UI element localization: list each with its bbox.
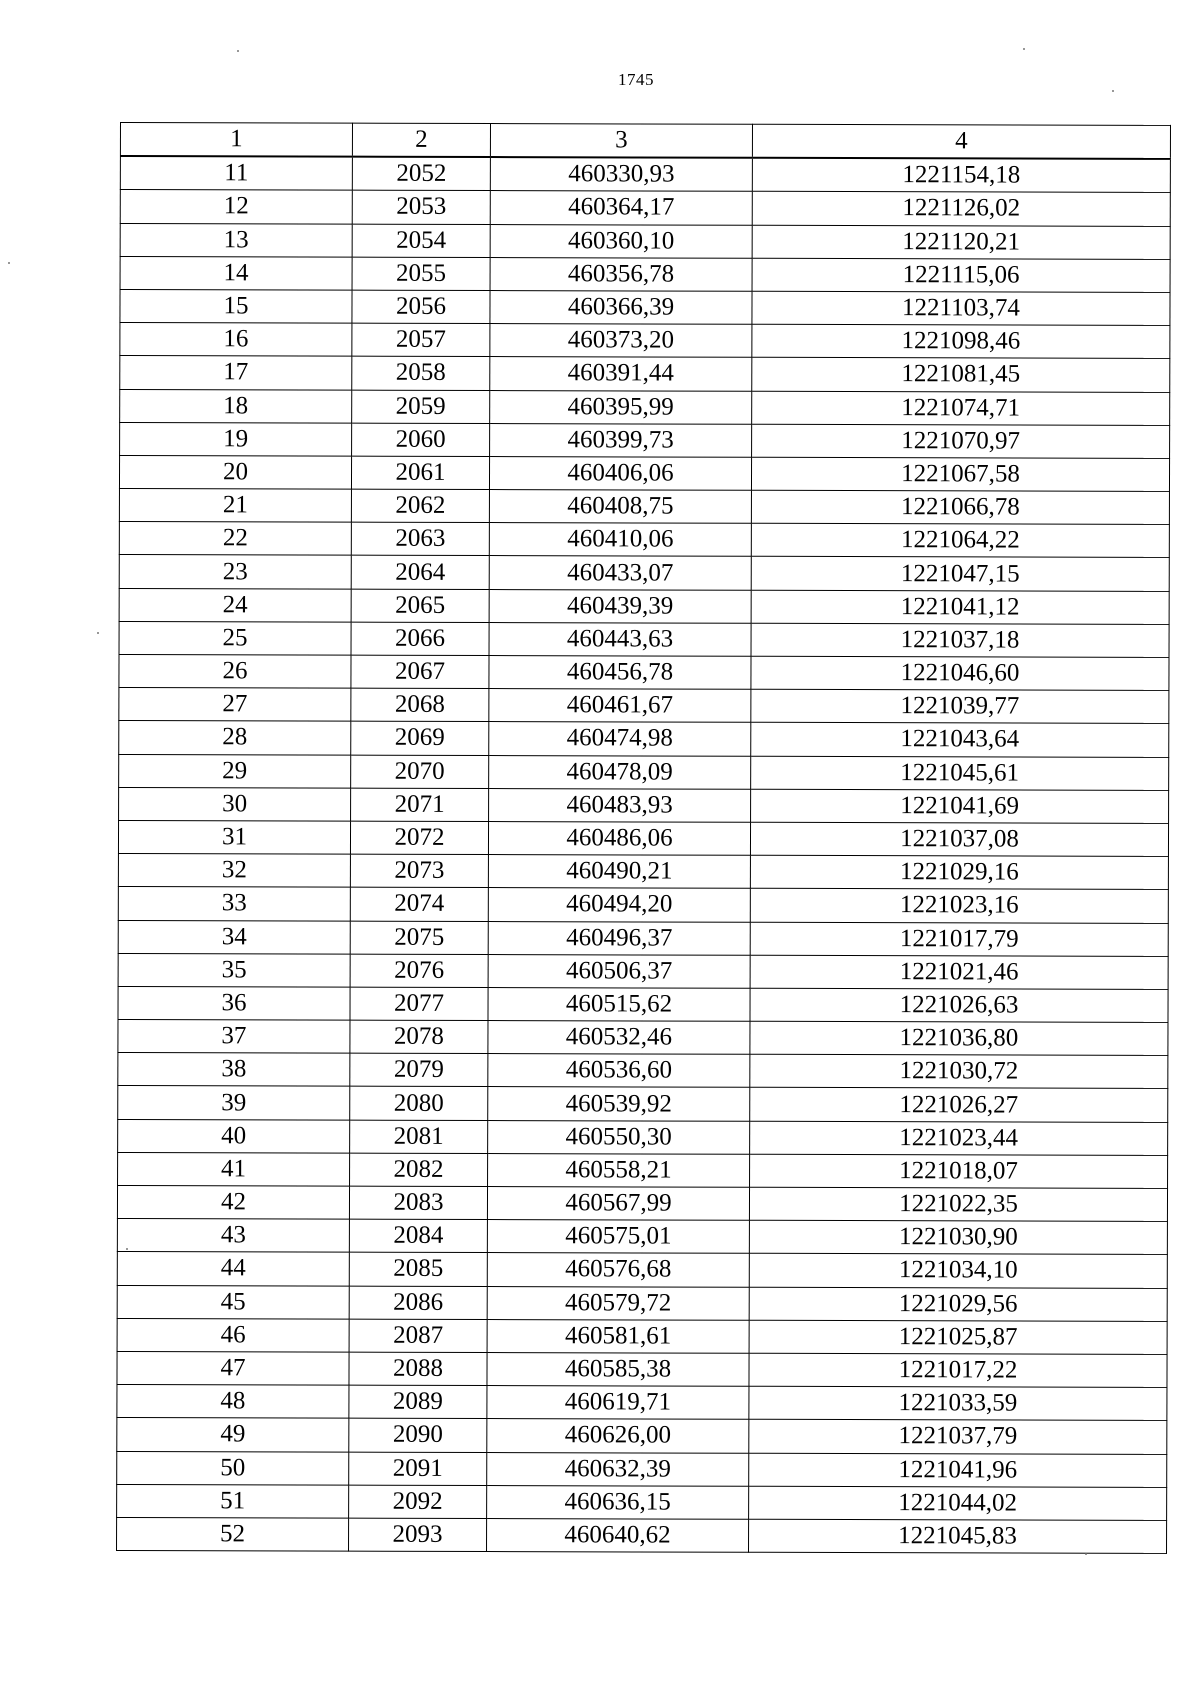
cell-col-4: 1221021,46: [750, 955, 1168, 989]
cell-col-3: 460486,06: [488, 821, 750, 855]
cell-col-2: 2054: [352, 224, 490, 258]
table-header: [120, 123, 1170, 160]
cell-col-2: 2083: [349, 1186, 487, 1220]
cell-col-2: 2084: [349, 1219, 487, 1253]
scan-speck: [237, 50, 239, 52]
table-row: [117, 1285, 1167, 1321]
table-body: [117, 156, 1171, 1553]
cell-col-2: 2076: [350, 954, 488, 988]
cell-col-1: 23: [119, 555, 351, 589]
cell-col-3: 460515,62: [488, 987, 750, 1021]
table-row: [117, 1418, 1167, 1454]
cell-col-3: 460395,99: [490, 390, 752, 424]
cell-col-3: 460626,00: [487, 1419, 749, 1453]
table-row: [117, 1252, 1167, 1288]
table-row: [120, 323, 1170, 359]
cell-col-3: 460439,39: [489, 589, 751, 623]
cell-col-3: 460558,21: [488, 1153, 750, 1187]
cell-col-1: 33: [118, 887, 350, 921]
header-row: [120, 123, 1170, 160]
cell-col-3: 460474,98: [489, 722, 751, 756]
cell-col-3: 460456,78: [489, 656, 751, 690]
cell-col-4: 1221023,44: [750, 1121, 1168, 1155]
cell-col-1: 31: [118, 820, 350, 854]
table-row: [119, 787, 1169, 823]
coordinates-table: [116, 122, 1171, 1554]
cell-col-2: 2091: [349, 1452, 487, 1486]
cell-col-4: 1221034,10: [749, 1254, 1167, 1288]
cell-col-1: 41: [118, 1152, 350, 1186]
cell-col-4: 1221018,07: [750, 1154, 1168, 1188]
cell-col-1: 19: [120, 422, 352, 456]
cell-col-1: 34: [118, 920, 350, 954]
cell-col-1: 25: [119, 621, 351, 655]
cell-col-1: 12: [120, 190, 352, 224]
scan-speck: [8, 262, 10, 264]
cell-col-1: 46: [117, 1318, 349, 1352]
cell-col-3: 460391,44: [490, 357, 752, 391]
cell-col-2: 2080: [350, 1087, 488, 1121]
cell-col-1: 40: [118, 1119, 350, 1153]
cell-col-2: 2071: [351, 788, 489, 822]
table-row: [119, 588, 1169, 624]
table-row: [120, 190, 1170, 226]
cell-col-1: 22: [119, 522, 351, 556]
cell-col-1: 39: [118, 1086, 350, 1120]
table-row: [118, 1119, 1168, 1155]
cell-col-3: 460496,37: [488, 921, 750, 955]
cell-col-2: 2081: [350, 1120, 488, 1154]
cell-col-4: 1221070,97: [752, 424, 1170, 458]
cell-col-1: 45: [117, 1285, 349, 1319]
cell-col-3: 460408,75: [489, 490, 751, 524]
column-header-4: 4: [752, 124, 1170, 159]
cell-col-1: 21: [119, 489, 351, 523]
table-row: [120, 356, 1170, 392]
cell-col-3: 460356,78: [490, 257, 752, 291]
cell-col-3: 460483,93: [489, 788, 751, 822]
cell-col-2: 2088: [349, 1352, 487, 1386]
cell-col-2: 2069: [351, 722, 489, 756]
table-row: [118, 1152, 1168, 1188]
cell-col-4: 1221017,22: [749, 1353, 1167, 1387]
cell-col-4: 1221039,77: [751, 689, 1169, 723]
scan-speck: [97, 632, 99, 634]
table-row: [118, 1020, 1168, 1056]
cell-col-4: 1221045,83: [749, 1519, 1167, 1553]
cell-col-4: 1221154,18: [752, 158, 1170, 193]
table-row: [120, 256, 1170, 292]
cell-col-4: 1221026,27: [750, 1088, 1168, 1122]
cell-col-2: 2074: [350, 887, 488, 921]
cell-col-3: 460632,39: [487, 1452, 749, 1486]
cell-col-1: 17: [120, 356, 352, 390]
table-row: [120, 289, 1170, 325]
cell-col-1: 28: [119, 721, 351, 755]
table-row: [117, 1451, 1167, 1487]
cell-col-3: 460494,20: [488, 888, 750, 922]
cell-col-4: 1221081,45: [752, 358, 1170, 392]
cell-col-1: 26: [119, 654, 351, 688]
table-row: [119, 489, 1169, 525]
cell-col-4: 1221045,61: [751, 756, 1169, 790]
cell-col-3: 460330,93: [490, 157, 752, 191]
cell-col-3: 460567,99: [487, 1187, 749, 1221]
cell-col-4: 1221037,18: [751, 623, 1169, 657]
cell-col-4: 1221030,90: [749, 1220, 1167, 1254]
column-header-1: 1: [120, 123, 352, 157]
cell-col-3: 460581,61: [487, 1319, 749, 1353]
cell-col-4: 1221030,72: [750, 1055, 1168, 1089]
cell-col-1: 11: [120, 156, 352, 190]
cell-col-2: 2053: [352, 191, 490, 225]
cell-col-4: 1221046,60: [751, 656, 1169, 690]
table-row: [118, 1053, 1168, 1089]
cell-col-1: 42: [117, 1185, 349, 1219]
cell-col-1: 16: [120, 323, 352, 357]
table-row: [119, 721, 1169, 757]
cell-col-3: 460364,17: [490, 191, 752, 225]
cell-col-2: 2089: [349, 1385, 487, 1419]
cell-col-1: 30: [119, 787, 351, 821]
cell-col-3: 460410,06: [489, 523, 751, 557]
cell-col-4: 1221041,96: [749, 1453, 1167, 1487]
cell-col-2: 2085: [349, 1253, 487, 1287]
cell-col-2: 2068: [351, 688, 489, 722]
cell-col-3: 460433,07: [489, 556, 751, 590]
cell-col-2: 2082: [350, 1153, 488, 1187]
table-row: [117, 1185, 1167, 1221]
cell-col-2: 2067: [351, 655, 489, 689]
cell-col-4: 1221098,46: [752, 324, 1170, 358]
cell-col-3: 460536,60: [488, 1054, 750, 1088]
table-row: [120, 156, 1170, 193]
cell-col-2: 2079: [350, 1053, 488, 1087]
cell-col-2: 2075: [350, 921, 488, 955]
table-row: [118, 986, 1168, 1022]
column-header-2: 2: [352, 123, 490, 157]
column-header-3: 3: [490, 124, 752, 158]
cell-col-4: 1221066,78: [751, 490, 1169, 524]
table-row: [119, 654, 1169, 690]
table-row: [118, 887, 1168, 923]
cell-col-2: 2066: [351, 622, 489, 656]
cell-col-2: 2092: [349, 1485, 487, 1519]
cell-col-3: 460360,10: [490, 224, 752, 258]
cell-col-2: 2055: [352, 257, 490, 291]
table-row: [117, 1385, 1167, 1421]
cell-col-1: 32: [118, 854, 350, 888]
cell-col-1: 27: [119, 688, 351, 722]
cell-col-2: 2064: [351, 556, 489, 590]
cell-col-4: 1221041,12: [751, 590, 1169, 624]
cell-col-2: 2087: [349, 1319, 487, 1353]
cell-col-1: 29: [119, 754, 351, 788]
cell-col-4: 1221044,02: [749, 1486, 1167, 1520]
table-row: [119, 522, 1169, 558]
scan-speck: [1023, 48, 1025, 50]
cell-col-3: 460506,37: [488, 954, 750, 988]
cell-col-3: 460550,30: [488, 1120, 750, 1154]
cell-col-2: 2056: [352, 290, 490, 324]
cell-col-1: 50: [117, 1451, 349, 1485]
table-row: [119, 455, 1169, 491]
cell-col-4: 1221026,63: [750, 988, 1168, 1022]
cell-col-3: 460575,01: [487, 1220, 749, 1254]
scan-speck: [1085, 1553, 1087, 1555]
cell-col-3: 460490,21: [488, 855, 750, 889]
table-row: [117, 1517, 1167, 1553]
scan-speck: [126, 1248, 128, 1250]
cell-col-2: 2063: [351, 522, 489, 556]
table-row: [117, 1318, 1167, 1354]
cell-col-1: 18: [120, 389, 352, 423]
cell-col-1: 43: [117, 1219, 349, 1253]
cell-col-3: 460585,38: [487, 1352, 749, 1386]
cell-col-2: 2060: [352, 423, 490, 457]
cell-col-2: 2062: [351, 489, 489, 523]
cell-col-2: 2070: [351, 755, 489, 789]
cell-col-4: 1221064,22: [751, 524, 1169, 558]
cell-col-3: 460532,46: [488, 1021, 750, 1055]
cell-col-4: 1221022,35: [749, 1187, 1167, 1221]
cell-col-4: 1221033,59: [749, 1386, 1167, 1420]
cell-col-2: 2093: [349, 1518, 487, 1552]
cell-col-3: 460539,92: [488, 1087, 750, 1121]
cell-col-1: 35: [118, 953, 350, 987]
cell-col-2: 2058: [352, 356, 490, 390]
cell-col-1: 13: [120, 223, 352, 257]
cell-col-4: 1221115,06: [752, 258, 1170, 292]
cell-col-4: 1221037,79: [749, 1420, 1167, 1454]
table-row: [119, 555, 1169, 591]
cell-col-4: 1221103,74: [752, 291, 1170, 325]
cell-col-1: 52: [117, 1517, 349, 1551]
table-row: [118, 920, 1168, 956]
cell-col-3: 460366,39: [490, 290, 752, 324]
cell-col-4: 1221029,16: [750, 855, 1168, 889]
cell-col-3: 460579,72: [487, 1286, 749, 1320]
cell-col-2: 2090: [349, 1418, 487, 1452]
cell-col-1: 24: [119, 588, 351, 622]
cell-col-4: 1221023,16: [750, 889, 1168, 923]
cell-col-4: 1221047,15: [751, 557, 1169, 591]
table-row: [117, 1351, 1167, 1387]
cell-col-3: 460443,63: [489, 622, 751, 656]
table-row: [118, 953, 1168, 989]
cell-col-1: 47: [117, 1351, 349, 1385]
cell-col-2: 2072: [350, 821, 488, 855]
cell-col-1: 48: [117, 1385, 349, 1419]
cell-col-1: 36: [118, 986, 350, 1020]
cell-col-3: 460478,09: [489, 755, 751, 789]
scan-speck: [1112, 90, 1114, 92]
cell-col-4: 1221025,87: [749, 1320, 1167, 1354]
cell-col-1: 49: [117, 1418, 349, 1452]
cell-col-3: 460406,06: [489, 456, 751, 490]
table-row: [118, 1086, 1168, 1122]
cell-col-2: 2073: [350, 854, 488, 888]
cell-col-3: 460636,15: [487, 1485, 749, 1519]
cell-col-4: 1221037,08: [750, 822, 1168, 856]
cell-col-1: 44: [117, 1252, 349, 1286]
cell-col-2: 2052: [352, 157, 490, 191]
table-row: [119, 754, 1169, 790]
cell-col-1: 51: [117, 1484, 349, 1518]
table-row: [118, 820, 1168, 856]
table-row: [120, 223, 1170, 259]
cell-col-3: 460619,71: [487, 1386, 749, 1420]
cell-col-4: 1221074,71: [752, 391, 1170, 425]
cell-col-3: 460576,68: [487, 1253, 749, 1287]
table-row: [117, 1219, 1167, 1255]
cell-col-4: 1221043,64: [751, 723, 1169, 757]
cell-col-4: 1221120,21: [752, 225, 1170, 259]
table-row: [120, 422, 1170, 458]
table-row: [119, 688, 1169, 724]
cell-col-2: 2059: [352, 390, 490, 424]
cell-col-3: 460461,67: [489, 689, 751, 723]
cell-col-4: 1221029,56: [749, 1287, 1167, 1321]
cell-col-2: 2078: [350, 1020, 488, 1054]
cell-col-3: 460640,62: [487, 1518, 749, 1552]
table-row: [117, 1484, 1167, 1520]
table-row: [118, 854, 1168, 890]
cell-col-4: 1221126,02: [752, 192, 1170, 226]
cell-col-4: 1221067,58: [751, 457, 1169, 491]
cell-col-1: 38: [118, 1053, 350, 1087]
table-row: [120, 389, 1170, 425]
cell-col-1: 15: [120, 289, 352, 323]
cell-col-3: 460399,73: [490, 423, 752, 457]
cell-col-4: 1221036,80: [750, 1021, 1168, 1055]
cell-col-2: 2061: [351, 456, 489, 490]
table-row: [119, 621, 1169, 657]
cell-col-2: 2065: [351, 589, 489, 623]
cell-col-2: 2086: [349, 1286, 487, 1320]
cell-col-4: 1221017,79: [750, 922, 1168, 956]
cell-col-1: 20: [119, 455, 351, 489]
cell-col-2: 2057: [352, 323, 490, 357]
cell-col-2: 2077: [350, 987, 488, 1021]
page-number: 1745: [618, 70, 654, 89]
cell-col-3: 460373,20: [490, 324, 752, 358]
cell-col-4: 1221041,69: [751, 789, 1169, 823]
cell-col-1: 37: [118, 1020, 350, 1054]
cell-col-1: 14: [120, 256, 352, 290]
